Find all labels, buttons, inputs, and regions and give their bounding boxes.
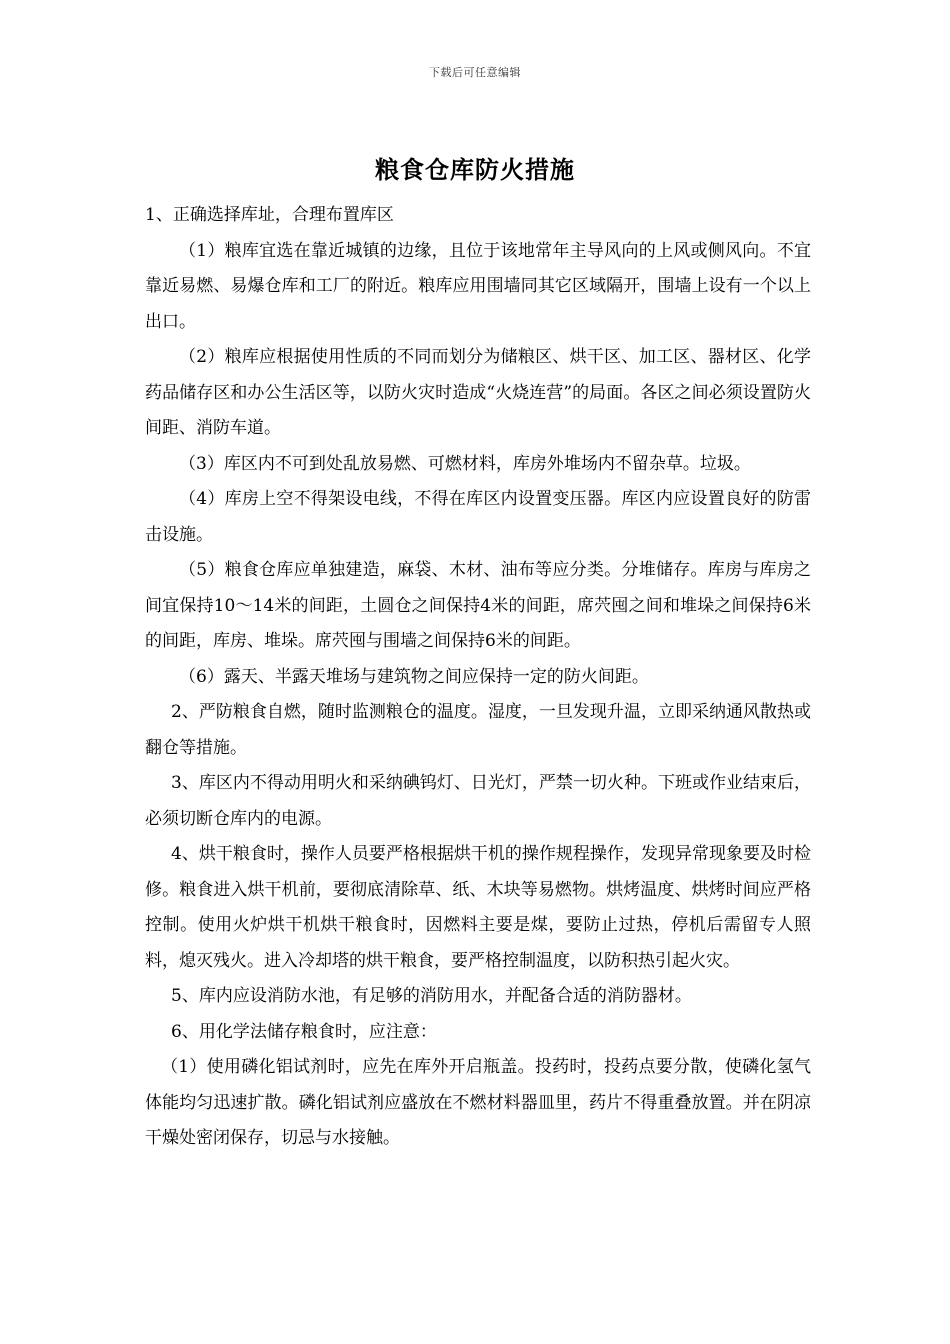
paragraph-1-1: （1）粮库宜选在靠近城镇的边缘，且位于该地常年主导风向的上风或侧风向。不宜靠近易燃、易爆仓库和工厂的附近。粮库应用围墙同其它区域隔开，围墙上设有一个以上出口。 (145, 240, 811, 332)
paragraph-2: 2、严防粮食自燃，随时监测粮仓的温度。湿度，一旦发现升温，立即采纳通风散热或翻仓等措施。 (145, 702, 811, 758)
paragraph-5: 5、库内应设消防水池，有足够的消防用水，并配备合适的消防器材。 (171, 986, 692, 1006)
paragraph-1-4: （4）库房上空不得架设电线，不得在库区内设置变压器。库区内应设置良好的防雷击设施。 (145, 489, 811, 545)
paragraph-1-3: （3）库区内不可到处乱放易燃、可燃材料，库房外堆场内不留杂草。垃圾。 (179, 453, 751, 474)
paragraph-6: 6、用化学法储存粮食时，应注意： (171, 1021, 437, 1042)
paragraph-4: 4、烘干粮食时，操作人员要严格根据烘干机的操作规程操作，发现异常现象要及时检修。粮食进入烘干机前，要彻底清除草、纸、木块等易燃物。烘烤温度、烘烤时间应严格控制。使用火炉烘干机烘干粮食时，因燃料主要是煤，要防止过热，停机后需留专人照料，熄灭残火。进入冷却塔的烘干粮食，要严格控制温度，以防积热引起火灾。 (145, 844, 811, 971)
paragraph-1-5: （5）粮食仓库应单独建造，麻袋、木材、油布等应分类。分堆储存。库房与库房之间宜保持10～14米的间距，土圆仓之间保持4米的间距，席茓囤之间和堆垛之间保持6米的间距，库房、堆垛。席茓囤与围墙之间保持6米的间距。 (145, 560, 811, 651)
paragraph-3: 3、库区内不得动用明火和采纳碘钨灯、日光灯，严禁一切火种。下班或作业结束后，必须切断仓库内的电源。 (145, 773, 811, 829)
header-note: 下载后可任意编辑 (429, 66, 521, 79)
paragraph-1-2: （2）粮库应根据使用性质的不同而划分为储粮区、烘干区、加工区、器材区、化学药品储存区和办公生活区等，以防火灾时造成“火烧连营”的局面。各区之间必须设置防火间距、消防车道。 (145, 347, 811, 438)
section-heading-1: 1、正确选择库址，合理布置库区 (145, 205, 394, 225)
document-body (145, 198, 811, 1157)
paragraph-6-1: （1）使用磷化铝试剂时，应先在库外开启瓶盖。投药时，投药点要分散，使磷化氢气体能均匀迅速扩散。磷化铝试剂应盛放在不燃材料器皿里，药片不得重叠放置。并在阴凉干燥处密闭保存，切忌与水接触。 (145, 1057, 811, 1148)
document-title: 粮食仓库防火措施 (375, 156, 575, 184)
paragraph-1-6: （6）露天、半露天堆场与建筑物之间应保持一定的防火间距。 (179, 666, 649, 687)
